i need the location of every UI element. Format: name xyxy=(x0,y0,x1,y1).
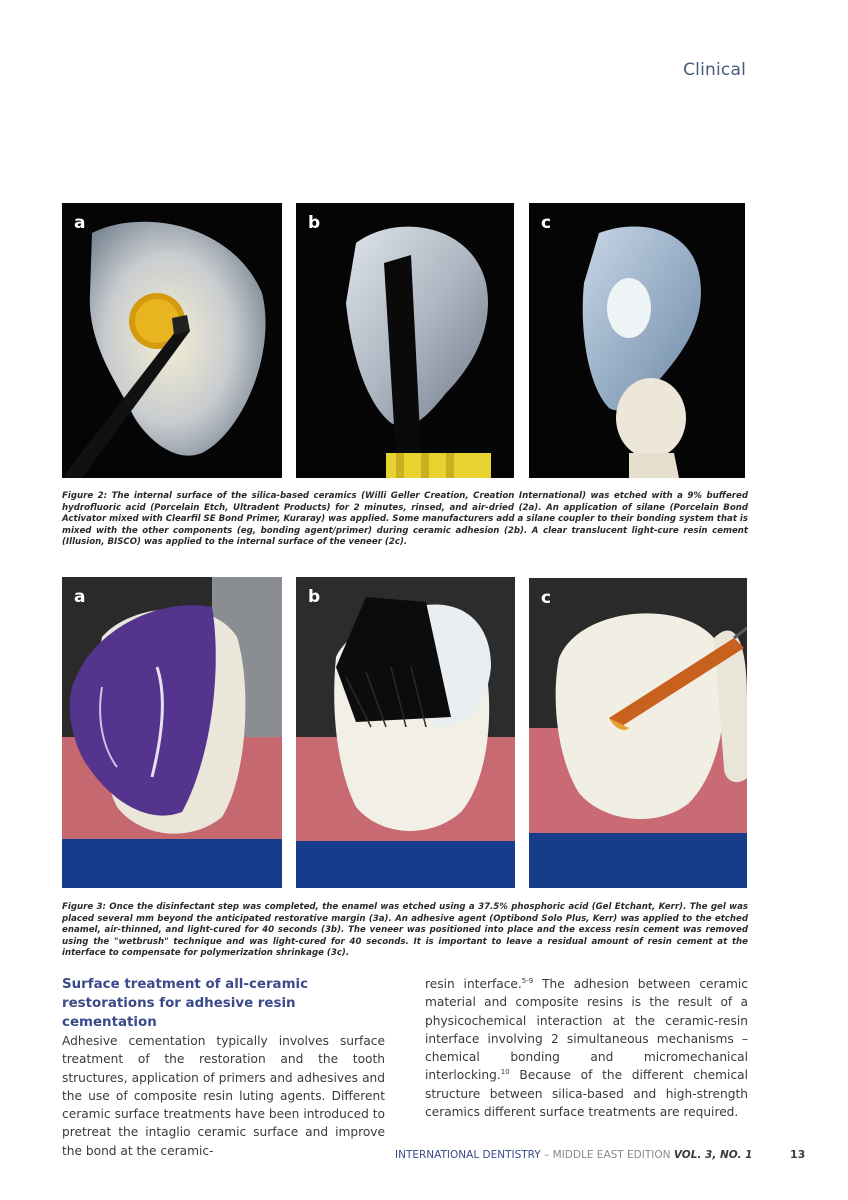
footer-separator: – xyxy=(540,1149,553,1161)
panel-label: b xyxy=(308,587,321,607)
figure-2b-photo xyxy=(296,203,514,478)
figure-3-caption: Figure 3: Once the disinfectant step was completed, the enamel was etched using a 37.5% phosphoric acid (Gel Etchant, Kerr). The gel was placed several mm beyond the anticipated restorative margin (3a). An adhesive agent (Optibond Solo Plus, Kerr) was applied to the etched enamel, air-thinned, and light-cured for 40 seconds (3b). The veneer was positioned into place and the excess resin cement was removed using the "wetbrush" technique and was light-cured for 40 seconds. It is important to leave a residual amount of resin cement at the interface to compensate for polymerization shrinkage (3c). xyxy=(62,902,748,959)
adhesive-brush-image xyxy=(296,577,515,888)
resin-cement-image xyxy=(529,203,745,478)
journal-volume: VOL. 3, NO. 1 xyxy=(673,1149,753,1161)
article-paragraph-1: Adhesive cementation typically involves surface treatment of the restoration and the tooth structures, application of primers and adhesives and the use of composite resin luting agents. Different ceramic surface treatments have been introduced to pretreat the intaglio ceramic surface and improve the bond at the ceramic- xyxy=(62,1034,385,1158)
panel-label: b xyxy=(308,213,321,233)
paragraph-text: Because of the different chemical structure between silica-based and high-strength ceramics different surface treatments are required. xyxy=(425,1068,748,1120)
panel-label: c xyxy=(541,588,552,608)
figure-2a-photo xyxy=(62,203,282,478)
page-number: 13 xyxy=(790,1148,806,1161)
reference-citation: 5-9 xyxy=(521,976,534,985)
journal-name: INTERNATIONAL DENTISTRY xyxy=(395,1149,541,1161)
figure-3a-photo xyxy=(62,577,282,888)
veneer-etch-image xyxy=(62,203,282,478)
paragraph-text: resin interface. xyxy=(425,977,522,991)
article-paragraph-2 xyxy=(425,975,748,1121)
silane-brush-image xyxy=(296,203,514,478)
wetbrush-image xyxy=(529,578,747,888)
figure-2c-photo xyxy=(529,203,745,478)
journal-edition: MIDDLE EAST EDITION xyxy=(552,1149,674,1161)
figure-2-caption: Figure 2: The internal surface of the silica-based ceramics (Willi Geller Creation, Creation International) was etched with a 9% buffered hydrofluoric acid (Porcelain Etch, Ultradent Products) for 2 minutes, rinsed, and air-dried (2a). An application of silane (Porcelain Bond Activator mixed with Clearfil SE Bond Primer, Kuraray) was applied. Some manufacturers add a silane coupler to their bonding system that is mixed with the other components (eg, bonding agent/primer) during ceramic adhesion (2b). A clear translucent light-cure resin cement (Illusion, BISCO) was applied to the internal surface of the veneer (2c). xyxy=(62,491,748,548)
paragraph-text: The adhesion between ceramic material and composite resins is the result of a physicochemical interaction at the ceramic-resin interface involving 2 simultaneous mechanisms – chemical bonding and micromechanical interlocking. xyxy=(425,977,748,1083)
section-label: Clinical xyxy=(683,60,746,80)
panel-label: a xyxy=(74,587,86,607)
figure-3b-photo xyxy=(296,577,515,888)
footer-journal xyxy=(395,1149,752,1161)
figure-3c-photo xyxy=(529,578,747,888)
article-column-1 xyxy=(62,975,385,1160)
article-column-2 xyxy=(425,975,748,1121)
enamel-etch-image xyxy=(62,577,282,888)
reference-citation: 10 xyxy=(500,1068,510,1077)
article-heading: Surface treatment of all-ceramic restorations for adhesive resin cementation xyxy=(62,977,309,1030)
panel-label: a xyxy=(74,213,86,233)
panel-label: c xyxy=(541,213,552,233)
